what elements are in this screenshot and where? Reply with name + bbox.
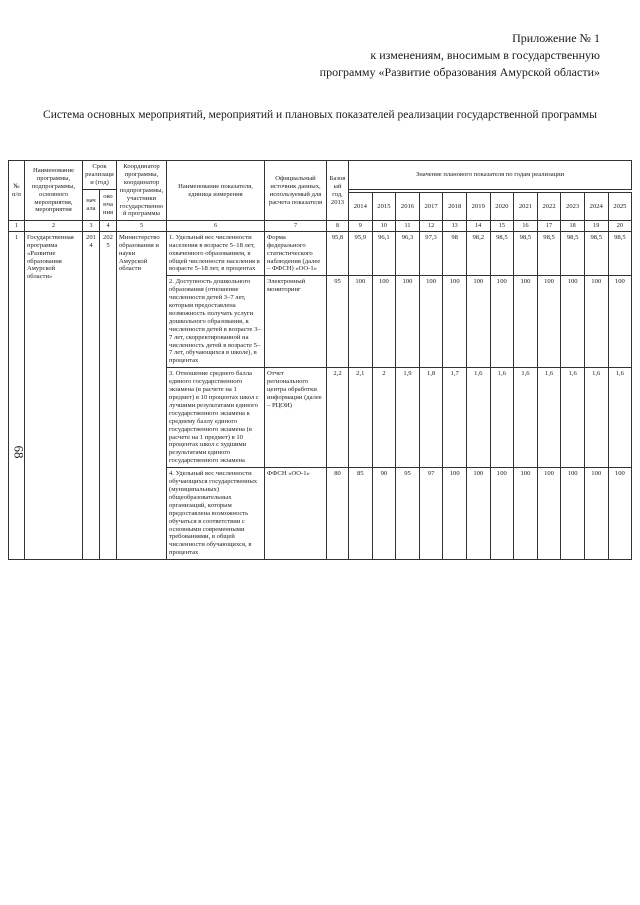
indicator-name: 2. Доступность дошкольного образования (отношение численности детей 3–7 лет, которым предоставлена возможность получать услуги дошкольного образования, к численности детей в возрасте 3–7 лет, скорректированной на численность детей в возрасте 5–7 лет, обучающихся в школе), в процентах bbox=[167, 276, 265, 368]
year-value: 100 bbox=[584, 276, 608, 368]
term-end: 2025 bbox=[100, 231, 117, 559]
header-year: 2024 bbox=[584, 192, 608, 221]
appendix-line-1: Приложение № 1 bbox=[512, 31, 600, 45]
header-year: 2019 bbox=[466, 192, 490, 221]
appendix-note bbox=[40, 30, 600, 80]
year-value: 100 bbox=[584, 468, 608, 560]
term-start: 2014 bbox=[83, 231, 100, 559]
table-body bbox=[9, 231, 632, 559]
year-value: 1,6 bbox=[490, 368, 514, 468]
year-value: 96,1 bbox=[372, 231, 396, 276]
column-index: 8 bbox=[327, 221, 349, 231]
year-value: 100 bbox=[537, 468, 561, 560]
program-name: Государственная программа «Развитие образования Амурской области» bbox=[25, 231, 83, 559]
header-year: 2025 bbox=[608, 192, 632, 221]
year-value: 98,5 bbox=[490, 231, 514, 276]
header-num: № п/п bbox=[9, 161, 25, 221]
data-source: Электронный мониторинг bbox=[265, 276, 327, 368]
year-value: 1,7 bbox=[443, 368, 467, 468]
header-row-1 bbox=[9, 161, 632, 190]
header-year: 2023 bbox=[561, 192, 585, 221]
indicators-table bbox=[8, 160, 632, 560]
header-year: 2015 bbox=[372, 192, 396, 221]
year-value: 98,5 bbox=[537, 231, 561, 276]
indicators-table-wrapper bbox=[8, 160, 632, 560]
base-value: 95 bbox=[327, 276, 349, 368]
year-value: 95 bbox=[396, 468, 420, 560]
base-value: 80 bbox=[327, 468, 349, 560]
year-value: 1,6 bbox=[466, 368, 490, 468]
header-year: 2016 bbox=[396, 192, 420, 221]
year-value: 98,5 bbox=[608, 231, 632, 276]
column-index: 19 bbox=[584, 221, 608, 231]
header-year: 2017 bbox=[419, 192, 443, 221]
year-value: 100 bbox=[349, 276, 373, 368]
year-value: 1,9 bbox=[396, 368, 420, 468]
column-index: 18 bbox=[561, 221, 585, 231]
year-value: 100 bbox=[372, 276, 396, 368]
table-row bbox=[9, 231, 632, 276]
document-title: Система основных мероприятий, мероприятий и плановых показателей реализации государственной программы bbox=[43, 109, 597, 121]
column-index: 4 bbox=[100, 221, 117, 231]
year-value: 1,6 bbox=[514, 368, 538, 468]
year-value: 1,6 bbox=[584, 368, 608, 468]
year-value: 100 bbox=[514, 468, 538, 560]
year-value: 1,6 bbox=[537, 368, 561, 468]
column-index: 20 bbox=[608, 221, 632, 231]
year-value: 100 bbox=[466, 468, 490, 560]
year-value: 2,1 bbox=[349, 368, 373, 468]
header-start: начала bbox=[83, 189, 100, 221]
year-value: 1,6 bbox=[561, 368, 585, 468]
header-coordinator: Координатор программы, координатор подпрограммы, участники государственной программы bbox=[117, 161, 167, 221]
header-indicator: Наименование показателя, единица измерения bbox=[167, 161, 265, 221]
year-value: 1,8 bbox=[419, 368, 443, 468]
data-source: ФФСН «ОО-1» bbox=[265, 468, 327, 560]
header-name: Наименование программы, подпрограммы, основного мероприятия, мероприятия bbox=[25, 161, 83, 221]
year-value: 100 bbox=[561, 276, 585, 368]
page-number: 68 bbox=[11, 445, 27, 459]
column-index: 6 bbox=[167, 221, 265, 231]
column-index: 13 bbox=[443, 221, 467, 231]
column-index: 2 bbox=[25, 221, 83, 231]
indicator-name: 3. Отношение среднего балла единого государственного экзамена (в расчете на 1 предмет) в 10 процентах школ с лучшими результатами единого государственного экзамена к среднему баллу единого государственного экзамена (в расчете на 1 предмет) в 10 процентах школ с худшими результатами единого государственного экзамена bbox=[167, 368, 265, 468]
header-end: окончания bbox=[100, 189, 117, 221]
year-value: 98,5 bbox=[561, 231, 585, 276]
header-term: Срок реализации (год) bbox=[83, 161, 117, 190]
data-source: Форма федерального статистического наблюдения (далее – ФФСН) «ОО-1» bbox=[265, 231, 327, 276]
column-index: 9 bbox=[349, 221, 373, 231]
data-source: Отчет регионального центра обработки информации (далее – РЦОИ) bbox=[265, 368, 327, 468]
table-header bbox=[9, 161, 632, 232]
column-index: 3 bbox=[83, 221, 100, 231]
appendix-line-2: к изменениям, вносимым в государственную bbox=[370, 47, 600, 62]
year-value: 90 bbox=[372, 468, 396, 560]
column-index: 7 bbox=[265, 221, 327, 231]
year-value: 100 bbox=[608, 468, 632, 560]
year-value: 100 bbox=[419, 276, 443, 368]
indicator-name: 4. Удельный вес численности обучающихся государственных (муниципальных) общеобразовательных организаций, которым предоставлена возможность обучаться в соответствии с основными современными требованиями, в общей численности обучающихся, в процентах bbox=[167, 468, 265, 560]
header-base-year: Базовый год, 2013 bbox=[327, 161, 349, 221]
year-value: 100 bbox=[443, 276, 467, 368]
year-value: 100 bbox=[608, 276, 632, 368]
year-value: 100 bbox=[490, 276, 514, 368]
column-index-row bbox=[9, 221, 632, 231]
year-value: 98,5 bbox=[584, 231, 608, 276]
base-value: 2,2 bbox=[327, 368, 349, 468]
year-value: 96,3 bbox=[396, 231, 420, 276]
column-index: 1 bbox=[9, 221, 25, 231]
header-values-group: Значение планового показателя по годам реализации bbox=[349, 161, 632, 190]
year-value: 1,6 bbox=[608, 368, 632, 468]
year-value: 100 bbox=[490, 468, 514, 560]
year-value: 95,9 bbox=[349, 231, 373, 276]
year-value: 100 bbox=[466, 276, 490, 368]
column-index: 15 bbox=[490, 221, 514, 231]
column-index: 17 bbox=[537, 221, 561, 231]
header-year: 2018 bbox=[443, 192, 467, 221]
header-source: Официальный источник данных, используемый для расчета показателя bbox=[265, 161, 327, 221]
year-value: 98,5 bbox=[514, 231, 538, 276]
year-value: 100 bbox=[514, 276, 538, 368]
indicator-name: 1. Удельный вес численности населения в возрасте 5–18 лет, охваченного образованием, в общей численности населения в возрасте 5–18 лет, в процентах bbox=[167, 231, 265, 276]
year-value: 97,3 bbox=[419, 231, 443, 276]
header-year: 2022 bbox=[537, 192, 561, 221]
column-index: 5 bbox=[117, 221, 167, 231]
row-num: 1 bbox=[9, 231, 25, 559]
year-value: 100 bbox=[561, 468, 585, 560]
coordinator: Министерство образования и науки Амурской области bbox=[117, 231, 167, 559]
year-value: 97 bbox=[419, 468, 443, 560]
column-index: 16 bbox=[514, 221, 538, 231]
year-value: 2 bbox=[372, 368, 396, 468]
year-value: 100 bbox=[443, 468, 467, 560]
column-index: 12 bbox=[419, 221, 443, 231]
year-value: 100 bbox=[537, 276, 561, 368]
year-value: 85 bbox=[349, 468, 373, 560]
year-value: 98 bbox=[443, 231, 467, 276]
year-value: 100 bbox=[396, 276, 420, 368]
appendix-line-3: программу «Развитие образования Амурской области» bbox=[319, 64, 600, 79]
column-index: 11 bbox=[396, 221, 420, 231]
header-year: 2021 bbox=[514, 192, 538, 221]
header-year: 2020 bbox=[490, 192, 514, 221]
column-index: 10 bbox=[372, 221, 396, 231]
base-value: 95,8 bbox=[327, 231, 349, 276]
header-year: 2014 bbox=[349, 192, 373, 221]
year-value: 98,2 bbox=[466, 231, 490, 276]
column-index: 14 bbox=[466, 221, 490, 231]
